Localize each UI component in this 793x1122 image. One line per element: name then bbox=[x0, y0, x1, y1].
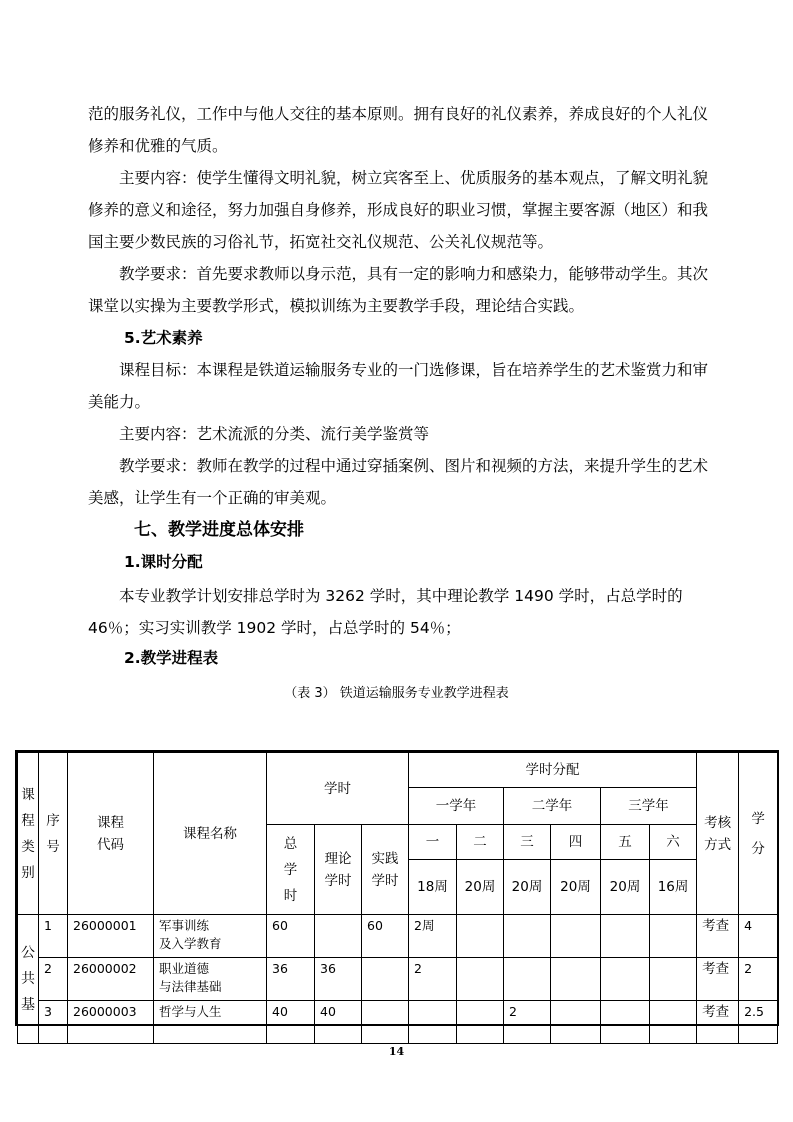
page-number: 14 bbox=[388, 1045, 405, 1058]
cell-term-4 bbox=[551, 958, 601, 1001]
header-assessment: 考核方式 bbox=[697, 753, 739, 915]
header-distribution: 学时分配 bbox=[409, 753, 697, 788]
cell-term-5 bbox=[601, 915, 650, 958]
header-year-1: 一学年 bbox=[409, 788, 504, 825]
cell-credit: 2.5 bbox=[739, 1001, 778, 1044]
header-practice-hours: 实践学时 bbox=[362, 825, 409, 915]
cell-term-6 bbox=[650, 958, 697, 1001]
cell-name: 哲学与人生 bbox=[154, 1001, 267, 1044]
cell-term-5 bbox=[601, 958, 650, 1001]
cell-term-4 bbox=[551, 1001, 601, 1044]
paragraph-art-goal: 课程目标：本课程是铁道运输服务专业的一门选修课，旨在培养学生的艺术鉴赏力和审美能力。 bbox=[88, 361, 709, 411]
cell-total: 36 bbox=[267, 958, 315, 1001]
section-title-schedule: 七、教学进度总体安排 bbox=[134, 520, 304, 540]
header-term-5: 五 bbox=[601, 825, 650, 860]
cell-term-2 bbox=[457, 915, 504, 958]
table-row bbox=[18, 1001, 778, 1044]
header-code: 课程代码 bbox=[68, 753, 154, 915]
paragraph-art-content: 主要内容：艺术流派的分类、流行美学鉴赏等 bbox=[119, 425, 430, 443]
header-weeks-6: 16周 bbox=[650, 860, 697, 915]
cell-practice bbox=[362, 958, 409, 1001]
cell-term-1: 2 bbox=[409, 958, 457, 1001]
heading-art-literacy: 5.艺术素养 bbox=[124, 329, 203, 347]
teaching-schedule-table bbox=[17, 752, 778, 1044]
cell-term-3: 2 bbox=[504, 1001, 551, 1044]
header-category: 课程类别 bbox=[18, 753, 39, 915]
header-term-6: 六 bbox=[650, 825, 697, 860]
cell-term-1 bbox=[409, 1001, 457, 1044]
cell-total: 60 bbox=[267, 915, 315, 958]
header-hours: 学时 bbox=[267, 753, 409, 825]
cell-seq: 3 bbox=[39, 1001, 68, 1044]
header-term-1: 一 bbox=[409, 825, 457, 860]
header-weeks-1: 18周 bbox=[409, 860, 457, 915]
paragraph-etiquette-goal: 范的服务礼仪，工作中与他人交往的基本原则。拥有良好的礼仪素养，养成良好的个人礼仪修养和优雅的气质。 bbox=[88, 105, 709, 155]
cell-theory bbox=[315, 915, 362, 958]
header-term-4: 四 bbox=[551, 825, 601, 860]
cell-assessment: 考查 bbox=[697, 915, 739, 958]
header-credit: 学分 bbox=[739, 753, 778, 915]
paragraph-hour-allocation: 本专业教学计划安排总学时为 3262 学时，其中理论教学 1490 学时，占总学时的 46％；实习实训教学 1902 学时，占总学时的 54％； bbox=[88, 587, 683, 637]
paragraph-etiquette-requirement: 教学要求：首先要求教师以身示范，具有一定的影响力和感染力，能够带动学生。其次课堂以实操为主要教学形式，模拟训练为主要教学手段，理论结合实践。 bbox=[88, 265, 709, 315]
cell-assessment: 考查 bbox=[697, 1001, 739, 1044]
header-term-3: 三 bbox=[504, 825, 551, 860]
header-term-2: 二 bbox=[457, 825, 504, 860]
header-weeks-3: 20周 bbox=[504, 860, 551, 915]
table-row bbox=[18, 915, 778, 958]
cell-code: 26000002 bbox=[68, 958, 154, 1001]
header-total-hours: 总学时 bbox=[267, 825, 315, 915]
header-year-3: 三学年 bbox=[601, 788, 697, 825]
cell-name: 职业道德 与法律基础 bbox=[154, 958, 267, 1001]
cell-term-6 bbox=[650, 1001, 697, 1044]
cell-term-5 bbox=[601, 1001, 650, 1044]
cell-term-2 bbox=[457, 1001, 504, 1044]
cell-term-3 bbox=[504, 915, 551, 958]
table-caption: （表 3） 铁道运输服务专业教学进程表 bbox=[284, 686, 509, 701]
header-seq: 序号 bbox=[39, 753, 68, 915]
cell-practice bbox=[362, 1001, 409, 1044]
paragraph-art-requirement: 教学要求：教师在教学的过程中通过穿插案例、图片和视频的方法，来提升学生的艺术美感，让学生有一个正确的审美观。 bbox=[88, 457, 709, 507]
table-row bbox=[18, 958, 778, 1001]
header-weeks-4: 20周 bbox=[551, 860, 601, 915]
cell-term-1: 2周 bbox=[409, 915, 457, 958]
header-weeks-5: 20周 bbox=[601, 860, 650, 915]
header-weeks-2: 20周 bbox=[457, 860, 504, 915]
header-year-2: 二学年 bbox=[504, 788, 601, 825]
heading-schedule-table: 2.教学进程表 bbox=[124, 649, 219, 667]
cell-term-3 bbox=[504, 958, 551, 1001]
cell-term-2 bbox=[457, 958, 504, 1001]
cell-term-6 bbox=[650, 915, 697, 958]
cell-term-4 bbox=[551, 915, 601, 958]
cell-total: 40 bbox=[267, 1001, 315, 1044]
cell-theory: 40 bbox=[315, 1001, 362, 1044]
header-name: 课程名称 bbox=[154, 753, 267, 915]
cell-theory: 36 bbox=[315, 958, 362, 1001]
cell-credit: 2 bbox=[739, 958, 778, 1001]
cell-code: 26000003 bbox=[68, 1001, 154, 1044]
cell-credit: 4 bbox=[739, 915, 778, 958]
header-theory-hours: 理论学时 bbox=[315, 825, 362, 915]
cell-seq: 2 bbox=[39, 958, 68, 1001]
cell-code: 26000001 bbox=[68, 915, 154, 958]
cell-assessment: 考查 bbox=[697, 958, 739, 1001]
cell-practice: 60 bbox=[362, 915, 409, 958]
paragraph-etiquette-content: 主要内容：使学生懂得文明礼貌，树立宾客至上、优质服务的基本观点，了解文明礼貌修养的意义和途径，努力加强自身修养，形成良好的职业习惯，掌握主要客源（地区）和我国主要少数民族的习俗礼节，拓宽社交礼仪规范、公关礼仪规范等。 bbox=[88, 169, 709, 251]
cell-seq: 1 bbox=[39, 915, 68, 958]
heading-hour-allocation: 1.课时分配 bbox=[124, 553, 203, 571]
group-label: 公共基 bbox=[18, 915, 39, 1044]
cell-name: 军事训练 及入学教育 bbox=[154, 915, 267, 958]
